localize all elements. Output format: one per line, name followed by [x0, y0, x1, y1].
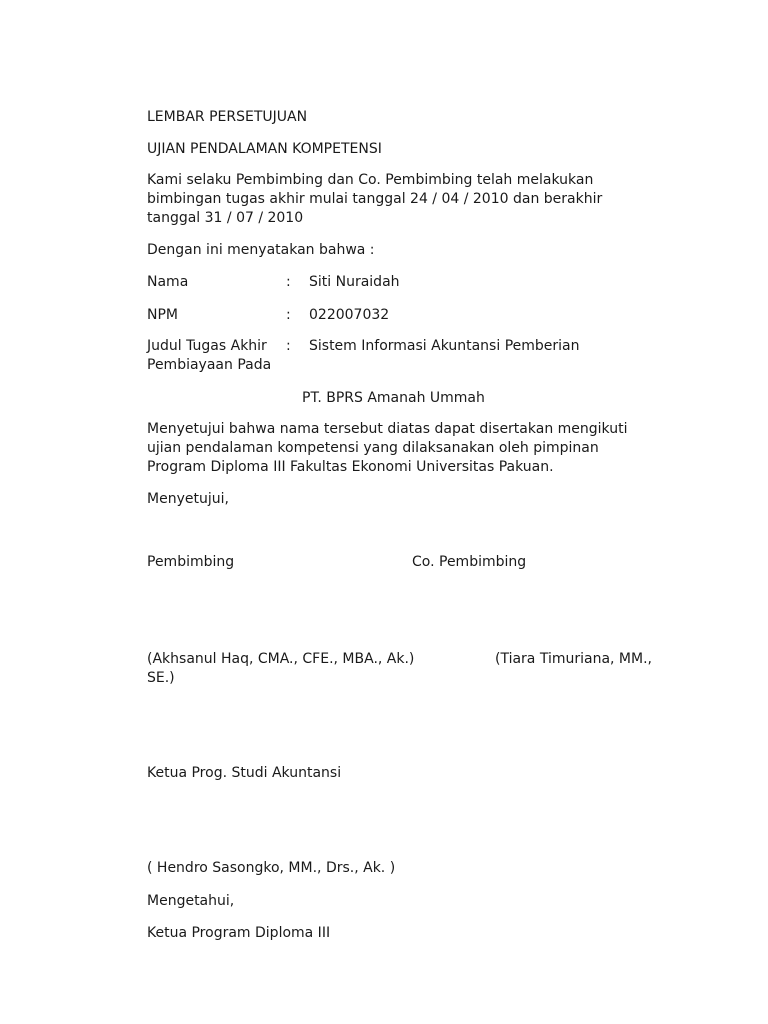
npm-colon: :: [286, 307, 291, 323]
co-advisor-name-continuation: SE.): [147, 670, 175, 686]
title-continuation: Pembiayaan Pada: [147, 357, 272, 373]
title-value: Sistem Informasi Akuntansi Pemberian: [309, 338, 580, 354]
head-diploma-program-label: Ketua Program Diploma III: [147, 925, 331, 941]
intro-line-1: Kami selaku Pembimbing dan Co. Pembimbing telah melakukan: [147, 172, 594, 188]
approval-line-2: ujian pendalaman kompetensi yang dilaksanakan oleh pimpinan: [147, 440, 599, 456]
approval-line-1: Menyetujui bahwa nama tersebut diatas dapat disertakan mengikuti: [147, 421, 628, 437]
name-label: Nama: [147, 274, 189, 290]
acknowledged-text: Mengetahui,: [147, 893, 235, 909]
advisor-label: Pembimbing: [147, 554, 235, 570]
co-advisor-label: Co. Pembimbing: [412, 554, 527, 570]
advisor-name: (Akhsanul Haq, CMA., CFE., MBA., Ak.): [147, 651, 415, 667]
title-label: Judul Tugas Akhir: [147, 338, 267, 354]
name-colon: :: [286, 274, 291, 290]
npm-value: 022007032: [309, 307, 390, 323]
approval-line-3: Program Diploma III Fakultas Ekonomi Universitas Pakuan.: [147, 459, 554, 475]
document-heading-approval-sheet: LEMBAR PERSETUJUAN: [147, 109, 308, 125]
intro-line-3: tanggal 31 / 07 / 2010: [147, 210, 304, 226]
npm-label: NPM: [147, 307, 178, 323]
statement-text: Dengan ini menyatakan bahwa :: [147, 242, 375, 258]
head-study-program-label: Ketua Prog. Studi Akuntansi: [147, 765, 342, 781]
approved-text: Menyetujui,: [147, 491, 229, 507]
head-study-program-name: ( Hendro Sasongko, MM., Drs., Ak. ): [147, 860, 396, 876]
intro-line-2: bimbingan tugas akhir mulai tanggal 24 / 04 / 2010 dan berakhir: [147, 191, 603, 207]
document-heading-exam: UJIAN PENDALAMAN KOMPETENSI: [147, 141, 382, 157]
co-advisor-name: (Tiara Timuriana, MM.,: [495, 651, 652, 667]
company-name: PT. BPRS Amanah Ummah: [302, 390, 485, 406]
name-value: Siti Nuraidah: [309, 274, 400, 290]
title-colon: :: [286, 338, 291, 354]
